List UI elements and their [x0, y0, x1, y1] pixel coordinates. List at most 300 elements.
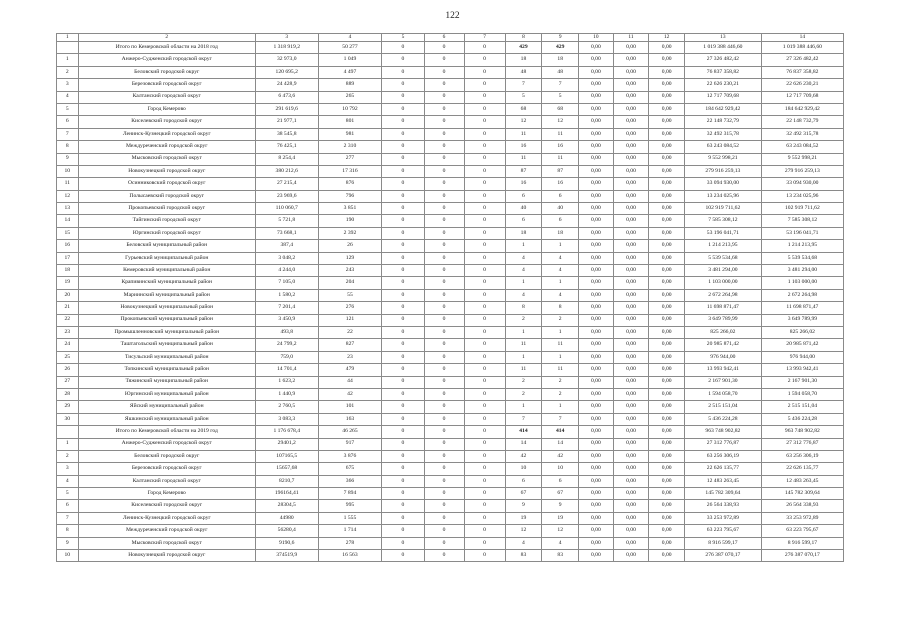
col-7-value: 0 [464, 289, 505, 301]
col-10-value: 0,00 [579, 550, 614, 562]
col-13-value: 2 515 151,04 [685, 401, 762, 413]
col-5-value: 0 [382, 512, 424, 524]
row-number: 1 [57, 54, 79, 66]
col-3-value: 73 668,1 [255, 227, 318, 239]
table-row [57, 116, 844, 128]
col-10-value: 0,00 [579, 265, 614, 277]
col-6-value: 0 [424, 550, 464, 562]
col-4-value: 204 [318, 277, 382, 289]
col-9-value: 48 [542, 66, 579, 78]
col-3-value: 4 244,0 [255, 265, 318, 277]
col-8-value: 16 [505, 178, 542, 190]
col-3-value: 374519,9 [255, 550, 318, 562]
col-6-value: 0 [424, 351, 464, 363]
col-14-value: 276 387 070,17 [761, 550, 843, 562]
col-13-value: 1 103 000,00 [685, 277, 762, 289]
row-number: 5 [57, 103, 79, 115]
col-5-value: 0 [382, 401, 424, 413]
table-row [57, 165, 844, 177]
col-9-value: 11 [542, 339, 579, 351]
row-number: 21 [57, 302, 79, 314]
col-11-value: 0,00 [613, 413, 649, 425]
col-14-value: 22 148 732,79 [761, 116, 843, 128]
col-13-value: 825 266,02 [685, 326, 762, 338]
col-14-value: 5 539 534,68 [761, 252, 843, 264]
col-8-value: 10 [505, 463, 542, 475]
col-6-value: 0 [424, 537, 464, 549]
col-6-value: 0 [424, 116, 464, 128]
row-number: 29 [57, 401, 79, 413]
col-4-value: 1 714 [318, 525, 382, 537]
row-number: 3 [57, 463, 79, 475]
col-14-value: 145 782 309,64 [761, 488, 843, 500]
column-number-header: 13 [685, 34, 762, 42]
col-4-value: 129 [318, 252, 382, 264]
col-11-value: 0,00 [613, 252, 649, 264]
municipality-name: Междуреченский городской округ [78, 141, 255, 153]
col-13-value: 53 196 041,71 [685, 227, 762, 239]
col-5-value: 0 [382, 500, 424, 512]
col-8-value: 6 [505, 475, 542, 487]
col-7-value: 0 [464, 488, 505, 500]
col-4-value: 1 049 [318, 54, 382, 66]
table-row [57, 463, 844, 475]
col-5-value: 0 [382, 42, 424, 54]
col-14-value: 12 483 263,45 [761, 475, 843, 487]
col-13-value: 27 326 482,42 [685, 54, 762, 66]
col-10-value: 0,00 [579, 537, 614, 549]
col-11-value: 0,00 [613, 54, 649, 66]
col-13-value: 11 698 871,47 [685, 302, 762, 314]
col-11-value: 0,00 [613, 153, 649, 165]
municipality-name: Промышленновский муниципальный район [78, 326, 255, 338]
col-13-value: 20 985 871,42 [685, 339, 762, 351]
col-13-value: 102 919 711,62 [685, 203, 762, 215]
row-number: 6 [57, 500, 79, 512]
row-number: 30 [57, 413, 79, 425]
col-12-value: 0,00 [649, 128, 685, 140]
col-9-value: 67 [542, 488, 579, 500]
col-12-value: 0,00 [649, 512, 685, 524]
col-10-value: 0,00 [579, 450, 614, 462]
col-7-value: 0 [464, 240, 505, 252]
col-9-value: 12 [542, 116, 579, 128]
row-number: 25 [57, 351, 79, 363]
col-3-value: 14 701,4 [255, 364, 318, 376]
municipality-name: Прокопьевский муниципальный район [78, 314, 255, 326]
col-13-value: 22 148 732,79 [685, 116, 762, 128]
col-5-value: 0 [382, 351, 424, 363]
col-6-value: 0 [424, 525, 464, 537]
col-6-value: 0 [424, 438, 464, 450]
col-12-value: 0,00 [649, 525, 685, 537]
table-row [57, 289, 844, 301]
col-4-value: 827 [318, 339, 382, 351]
column-number-header: 10 [579, 34, 614, 42]
municipality-name: Березовский городской округ [78, 79, 255, 91]
col-7-value: 0 [464, 165, 505, 177]
col-12-value: 0,00 [649, 190, 685, 202]
row-number: 9 [57, 537, 79, 549]
col-8-value: 6 [505, 215, 542, 227]
col-12-value: 0,00 [649, 116, 685, 128]
col-3-value: 7 105,0 [255, 277, 318, 289]
municipality-name: Березовский городской округ [78, 463, 255, 475]
table-row [57, 203, 844, 215]
total-row [57, 426, 844, 438]
col-13-value: 63 243 084,52 [685, 141, 762, 153]
col-9-value: 4 [542, 265, 579, 277]
total-row [57, 42, 844, 54]
col-4-value: 2 392 [318, 227, 382, 239]
col-5-value: 0 [382, 438, 424, 450]
col-5-value: 0 [382, 79, 424, 91]
col-11-value: 0,00 [613, 265, 649, 277]
col-12-value: 0,00 [649, 550, 685, 562]
row-number: 2 [57, 450, 79, 462]
col-14-value: 102 919 711,62 [761, 203, 843, 215]
col-9-value: 6 [542, 190, 579, 202]
col-14-value: 279 916 259,13 [761, 165, 843, 177]
col-3-value: 1 580,2 [255, 289, 318, 301]
municipality-name: Киселевский городской округ [78, 116, 255, 128]
municipality-name: Крапивинский муниципальный район [78, 277, 255, 289]
col-10-value: 0,00 [579, 54, 614, 66]
table-row [57, 66, 844, 78]
col-8-value: 4 [505, 537, 542, 549]
municipality-name: Яшкинский муниципальный район [78, 413, 255, 425]
municipality-name: Итого по Кемеровской области на 2018 год [78, 42, 255, 54]
municipality-name: Город Кемерово [78, 103, 255, 115]
col-14-value: 26 564 338,93 [761, 500, 843, 512]
data-table [56, 33, 844, 562]
col-7-value: 0 [464, 302, 505, 314]
col-3-value: 24 799,2 [255, 339, 318, 351]
col-10-value: 0,00 [579, 376, 614, 388]
col-10-value: 0,00 [579, 252, 614, 264]
row-number: 19 [57, 277, 79, 289]
col-5-value: 0 [382, 227, 424, 239]
col-13-value: 76 837 358,82 [685, 66, 762, 78]
row-number: 23 [57, 326, 79, 338]
col-8-value: 1 [505, 326, 542, 338]
col-8-value: 2 [505, 376, 542, 388]
col-5-value: 0 [382, 289, 424, 301]
col-7-value: 0 [464, 203, 505, 215]
col-8-value: 1 [505, 401, 542, 413]
col-13-value: 976 944,00 [685, 351, 762, 363]
col-10-value: 0,00 [579, 215, 614, 227]
row-number: 8 [57, 141, 79, 153]
col-10-value: 0,00 [579, 66, 614, 78]
col-8-value: 48 [505, 66, 542, 78]
municipality-name: Мысковский городской округ [78, 153, 255, 165]
col-11-value: 0,00 [613, 326, 649, 338]
col-10-value: 0,00 [579, 277, 614, 289]
col-7-value: 0 [464, 438, 505, 450]
row-number: 22 [57, 314, 79, 326]
column-number-header: 3 [255, 34, 318, 42]
col-12-value: 0,00 [649, 401, 685, 413]
col-11-value: 0,00 [613, 512, 649, 524]
col-14-value: 12 717 709,68 [761, 91, 843, 103]
col-12-value: 0,00 [649, 413, 685, 425]
col-4-value: 265 [318, 91, 382, 103]
col-11-value: 0,00 [613, 289, 649, 301]
col-5-value: 0 [382, 450, 424, 462]
col-14-value: 11 698 871,47 [761, 302, 843, 314]
col-8-value: 2 [505, 314, 542, 326]
col-3-value: 110 060,7 [255, 203, 318, 215]
table-row [57, 512, 844, 524]
col-11-value: 0,00 [613, 190, 649, 202]
col-11-value: 0,00 [613, 141, 649, 153]
col-6-value: 0 [424, 401, 464, 413]
col-11-value: 0,00 [613, 79, 649, 91]
col-7-value: 0 [464, 265, 505, 277]
row-number: 7 [57, 128, 79, 140]
municipality-name: Ленинск-Кузнецкий городской округ [78, 512, 255, 524]
col-4-value: 3 876 [318, 450, 382, 462]
col-12-value: 0,00 [649, 289, 685, 301]
col-10-value: 0,00 [579, 91, 614, 103]
col-14-value: 1 594 058,70 [761, 388, 843, 400]
col-5-value: 0 [382, 314, 424, 326]
table-row [57, 252, 844, 264]
col-3-value: 2 760,5 [255, 401, 318, 413]
col-11-value: 0,00 [613, 128, 649, 140]
col-11-value: 0,00 [613, 66, 649, 78]
col-6-value: 0 [424, 512, 464, 524]
col-10-value: 0,00 [579, 488, 614, 500]
table-row [57, 450, 844, 462]
col-10-value: 0,00 [579, 314, 614, 326]
table-row [57, 488, 844, 500]
col-11-value: 0,00 [613, 488, 649, 500]
col-7-value: 0 [464, 128, 505, 140]
col-11-value: 0,00 [613, 376, 649, 388]
row-number: 7 [57, 512, 79, 524]
col-10-value: 0,00 [579, 351, 614, 363]
row-number: 6 [57, 116, 79, 128]
row-number: 28 [57, 388, 79, 400]
col-12-value: 0,00 [649, 178, 685, 190]
col-14-value: 27 326 482,42 [761, 54, 843, 66]
col-4-value: 55 [318, 289, 382, 301]
col-9-value: 6 [542, 475, 579, 487]
col-9-value: 14 [542, 438, 579, 450]
col-14-value: 3 481 294,00 [761, 265, 843, 277]
row-number: 26 [57, 364, 79, 376]
col-13-value: 5 539 534,68 [685, 252, 762, 264]
col-9-value: 1 [542, 277, 579, 289]
table-row [57, 153, 844, 165]
col-8-value: 18 [505, 227, 542, 239]
col-14-value: 1 103 000,00 [761, 277, 843, 289]
column-number-header: 8 [505, 34, 542, 42]
col-7-value: 0 [464, 103, 505, 115]
col-5-value: 0 [382, 537, 424, 549]
col-8-value: 40 [505, 203, 542, 215]
col-14-value: 33 094 930,00 [761, 178, 843, 190]
col-6-value: 0 [424, 203, 464, 215]
col-13-value: 5 436 224,28 [685, 413, 762, 425]
col-6-value: 0 [424, 376, 464, 388]
col-9-value: 87 [542, 165, 579, 177]
col-11-value: 0,00 [613, 463, 649, 475]
col-6-value: 0 [424, 277, 464, 289]
col-11-value: 0,00 [613, 525, 649, 537]
col-9-value: 414 [542, 426, 579, 438]
col-13-value: 13 234 025,96 [685, 190, 762, 202]
col-13-value: 2 167 901,30 [685, 376, 762, 388]
col-13-value: 63 223 795,67 [685, 525, 762, 537]
col-13-value: 145 782 309,64 [685, 488, 762, 500]
col-4-value: 277 [318, 153, 382, 165]
col-11-value: 0,00 [613, 475, 649, 487]
col-11-value: 0,00 [613, 388, 649, 400]
col-6-value: 0 [424, 413, 464, 425]
col-12-value: 0,00 [649, 302, 685, 314]
col-4-value: 190 [318, 215, 382, 227]
col-6-value: 0 [424, 500, 464, 512]
col-3-value: 15657,68 [255, 463, 318, 475]
col-6-value: 0 [424, 364, 464, 376]
col-3-value: 387,4 [255, 240, 318, 252]
col-6-value: 0 [424, 128, 464, 140]
col-7-value: 0 [464, 141, 505, 153]
col-6-value: 0 [424, 339, 464, 351]
column-number-header: 2 [78, 34, 255, 42]
col-8-value: 87 [505, 165, 542, 177]
col-14-value: 63 256 306,19 [761, 450, 843, 462]
municipality-name: Прокопьевский городской округ [78, 203, 255, 215]
col-14-value: 5 436 224,28 [761, 413, 843, 425]
col-9-value: 16 [542, 178, 579, 190]
col-13-value: 1 214 213,95 [685, 240, 762, 252]
col-5-value: 0 [382, 54, 424, 66]
col-6-value: 0 [424, 302, 464, 314]
col-8-value: 8 [505, 302, 542, 314]
col-3-value: 9190,6 [255, 537, 318, 549]
col-5-value: 0 [382, 525, 424, 537]
col-12-value: 0,00 [649, 351, 685, 363]
col-10-value: 0,00 [579, 103, 614, 115]
col-12-value: 0,00 [649, 165, 685, 177]
col-11-value: 0,00 [613, 537, 649, 549]
col-8-value: 12 [505, 116, 542, 128]
col-7-value: 0 [464, 426, 505, 438]
col-9-value: 18 [542, 227, 579, 239]
col-7-value: 0 [464, 252, 505, 264]
col-12-value: 0,00 [649, 438, 685, 450]
col-3-value: 76 425,1 [255, 141, 318, 153]
col-13-value: 3 649 789,99 [685, 314, 762, 326]
column-number-header: 5 [382, 34, 424, 42]
municipality-name: Новокузнецкий городской округ [78, 550, 255, 562]
table-row [57, 265, 844, 277]
column-number-header: 14 [761, 34, 843, 42]
col-5-value: 0 [382, 190, 424, 202]
col-3-value: 3 450,9 [255, 314, 318, 326]
col-8-value: 42 [505, 450, 542, 462]
col-14-value: 184 642 929,42 [761, 103, 843, 115]
col-8-value: 11 [505, 339, 542, 351]
col-8-value: 6 [505, 190, 542, 202]
col-10-value: 0,00 [579, 289, 614, 301]
table-row [57, 351, 844, 363]
col-14-value: 63 223 795,67 [761, 525, 843, 537]
col-4-value: 121 [318, 314, 382, 326]
col-14-value: 33 253 972,89 [761, 512, 843, 524]
col-7-value: 0 [464, 116, 505, 128]
municipality-name: Тисульский муниципальный район [78, 351, 255, 363]
col-9-value: 4 [542, 289, 579, 301]
col-13-value: 33 094 930,00 [685, 178, 762, 190]
col-11-value: 0,00 [613, 339, 649, 351]
col-8-value: 83 [505, 550, 542, 562]
col-5-value: 0 [382, 388, 424, 400]
col-10-value: 0,00 [579, 413, 614, 425]
col-10-value: 0,00 [579, 227, 614, 239]
col-5-value: 0 [382, 91, 424, 103]
col-4-value: 917 [318, 438, 382, 450]
col-10-value: 0,00 [579, 165, 614, 177]
col-3-value: 32 973,0 [255, 54, 318, 66]
col-3-value: 1 623,2 [255, 376, 318, 388]
col-11-value: 0,00 [613, 178, 649, 190]
col-8-value: 11 [505, 364, 542, 376]
col-10-value: 0,00 [579, 79, 614, 91]
col-13-value: 7 585 308,12 [685, 215, 762, 227]
col-5-value: 0 [382, 165, 424, 177]
table-row [57, 54, 844, 66]
col-8-value: 4 [505, 265, 542, 277]
col-3-value: 291 619,6 [255, 103, 318, 115]
col-4-value: 801 [318, 116, 382, 128]
col-7-value: 0 [464, 413, 505, 425]
col-8-value: 4 [505, 252, 542, 264]
col-3-value: 3 083,3 [255, 413, 318, 425]
col-4-value: 23 [318, 351, 382, 363]
row-number: 16 [57, 240, 79, 252]
col-9-value: 42 [542, 450, 579, 462]
table-row [57, 215, 844, 227]
col-6-value: 0 [424, 103, 464, 115]
col-10-value: 0,00 [579, 190, 614, 202]
col-9-value: 2 [542, 376, 579, 388]
col-10-value: 0,00 [579, 116, 614, 128]
row-number: 8 [57, 525, 79, 537]
col-8-value: 414 [505, 426, 542, 438]
col-4-value: 44 [318, 376, 382, 388]
col-12-value: 0,00 [649, 500, 685, 512]
col-3-value: 5 721,8 [255, 215, 318, 227]
col-4-value: 17 316 [318, 165, 382, 177]
row-number: 2 [57, 66, 79, 78]
table-row [57, 438, 844, 450]
table-row [57, 326, 844, 338]
col-9-value: 19 [542, 512, 579, 524]
municipality-name: Кемеровский муниципальный район [78, 265, 255, 277]
col-3-value: 7 201,4 [255, 302, 318, 314]
col-6-value: 0 [424, 314, 464, 326]
col-4-value: 46 265 [318, 426, 382, 438]
municipality-name: Калтанский городской округ [78, 475, 255, 487]
col-9-value: 11 [542, 153, 579, 165]
col-13-value: 12 483 263,45 [685, 475, 762, 487]
col-11-value: 0,00 [613, 227, 649, 239]
